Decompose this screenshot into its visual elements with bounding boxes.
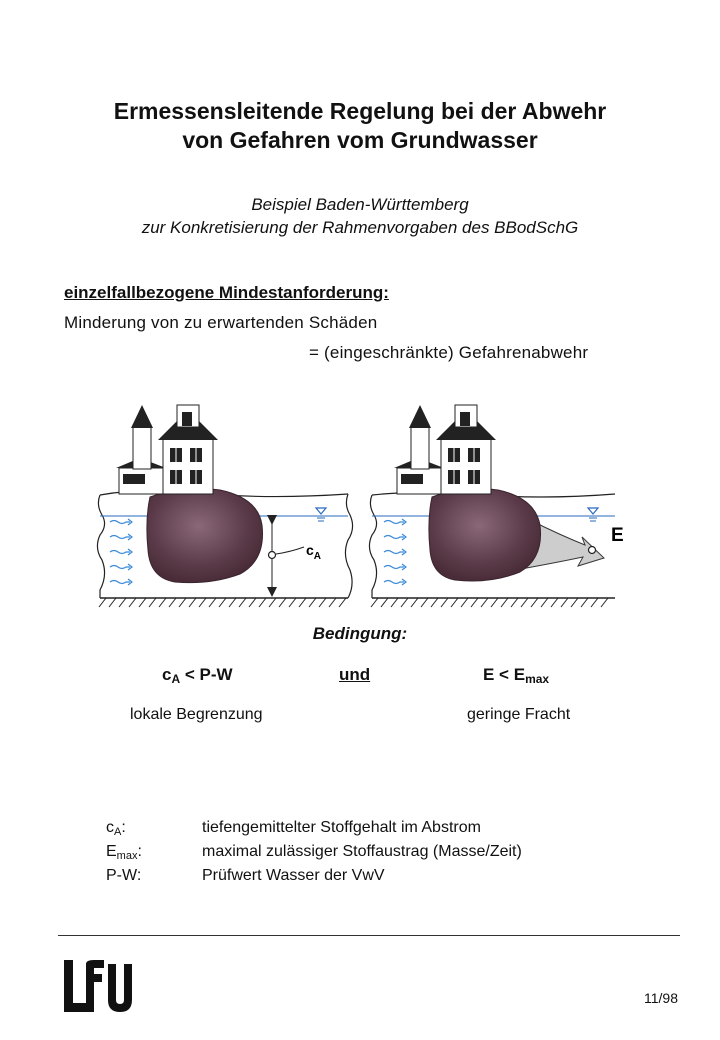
- requirement-heading: einzelfallbezogene Mindestanforderung:: [64, 283, 389, 302]
- house-icon-left: [116, 405, 218, 494]
- groundwater-flow-arrows: [110, 519, 132, 585]
- aquifer-base-hatching: [99, 598, 346, 607]
- page-title: [0, 97, 720, 155]
- legend: [106, 818, 522, 886]
- legend-row: [106, 866, 522, 886]
- condition-label: Bedingung:: [312, 624, 408, 643]
- subtitle-line-2: zur Konkretisierung der Rahmenvorgaben des BBodSchG: [141, 218, 579, 237]
- contamination-plume-left: [147, 489, 263, 583]
- water-table-symbol: [316, 508, 326, 521]
- requirement-line-2: = (eingeschränkte) Gefahrenabwehr: [309, 343, 589, 362]
- title-line-2: von Gefahren vom Grundwasser: [182, 127, 538, 153]
- legend-row: [106, 842, 522, 866]
- subtitle: [0, 193, 720, 239]
- subtitle-line-1: Beispiel Baden-Württemberg: [251, 195, 469, 214]
- left-panel: [97, 405, 352, 607]
- water-table-symbol-right: [588, 508, 598, 521]
- legend-key: P-W:: [106, 867, 142, 884]
- groundwater-diagram: [0, 395, 720, 620]
- legend-key: $E_{max}$:: [106, 843, 142, 862]
- legend-key: $c_A$:: [106, 819, 126, 838]
- condition-left: $c_A < P-W$: [162, 665, 233, 686]
- condition-and: und: [339, 665, 371, 684]
- legend-text: Prüfwert Wasser der VwV: [202, 867, 385, 884]
- legend-text: maximal zulässiger Stoffaustrag (Masse/Zeit): [202, 843, 522, 860]
- label-cA-left: $c_A$: [306, 542, 322, 562]
- footer-divider: [58, 935, 680, 936]
- lfu-logo: [64, 960, 136, 1012]
- aquifer-base-hatching-right: [371, 598, 608, 607]
- title-line-1: Ermessensleitende Regelung bei der Abwehr: [113, 98, 607, 124]
- contamination-plume-right: [429, 489, 541, 581]
- groundwater-flow-arrows-right: [384, 519, 406, 585]
- requirement-line-1: Minderung von zu erwartenden Schäden: [64, 313, 378, 332]
- condition-right-description: geringe Fracht: [467, 706, 571, 723]
- condition-right: $E < E_{max}$: [483, 665, 550, 686]
- legend-text: tiefengemittelter Stoffgehalt im Abstrom: [202, 819, 481, 836]
- legend-row: [106, 818, 522, 842]
- right-panel: [369, 405, 623, 607]
- label-E-right: E: [611, 525, 624, 546]
- condition-left-description: lokale Begrenzung: [130, 706, 263, 723]
- house-icon-right: [394, 405, 496, 494]
- page-number: 11/98: [644, 990, 678, 1006]
